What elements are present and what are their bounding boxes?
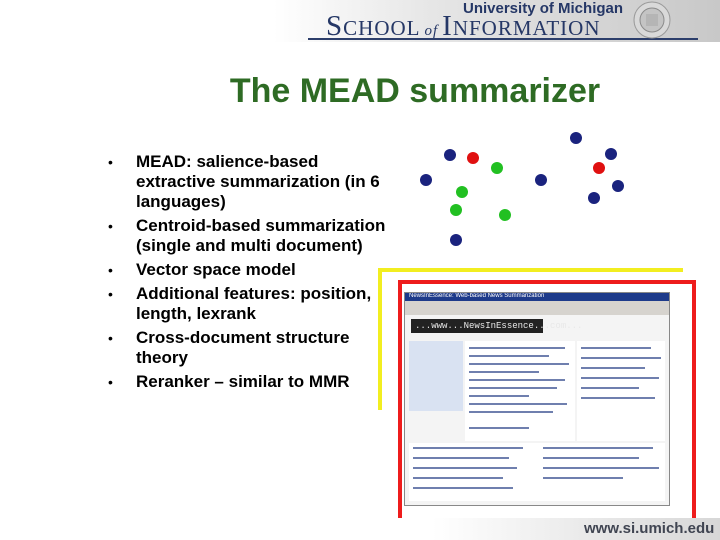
school-word-chool: CHOOL xyxy=(343,16,421,40)
bullet-text: Reranker – similar to MMR xyxy=(136,372,350,391)
university-name: University of Michigan xyxy=(463,0,624,17)
footer-url: www.si.umich.edu xyxy=(584,520,715,537)
bullet-text: MEAD: salience-based extractive summarization (in 6 languages) xyxy=(136,152,380,211)
webpage-screenshot xyxy=(404,292,670,506)
bullet-glyph: • xyxy=(108,286,113,302)
bullet-text: Additional features: position, length, lexrank xyxy=(136,284,372,323)
bullet-glyph: • xyxy=(108,154,113,170)
site-right-column xyxy=(577,341,665,441)
bullet-text: Cross-document structure theory xyxy=(136,328,350,367)
site-bottom-section xyxy=(409,443,665,501)
school-letter-s: S xyxy=(326,10,344,42)
slide-title: The MEAD summarizer xyxy=(229,72,601,110)
site-sidebar xyxy=(409,341,463,411)
site-logo: ...www...NewsInEssence...com... xyxy=(411,319,543,333)
browser-title-bar xyxy=(405,293,669,301)
bullet-glyph: • xyxy=(108,374,113,390)
browser-title-text: NewsInEssence: Web-based News Summarization xyxy=(409,293,545,299)
browser-toolbar xyxy=(405,301,669,315)
school-word-of: of xyxy=(424,23,439,39)
site-main-column xyxy=(465,341,575,441)
bullet-glyph: • xyxy=(108,330,113,346)
school-letter-i: I xyxy=(442,10,453,42)
bullet-glyph: • xyxy=(108,218,113,234)
bullet-text: Centroid-based summarization (single and multi document) xyxy=(136,216,386,255)
bullet-glyph: • xyxy=(108,262,113,278)
bullet-text: Vector space model xyxy=(136,260,296,279)
school-word-nformation: NFORMATION xyxy=(452,16,601,40)
